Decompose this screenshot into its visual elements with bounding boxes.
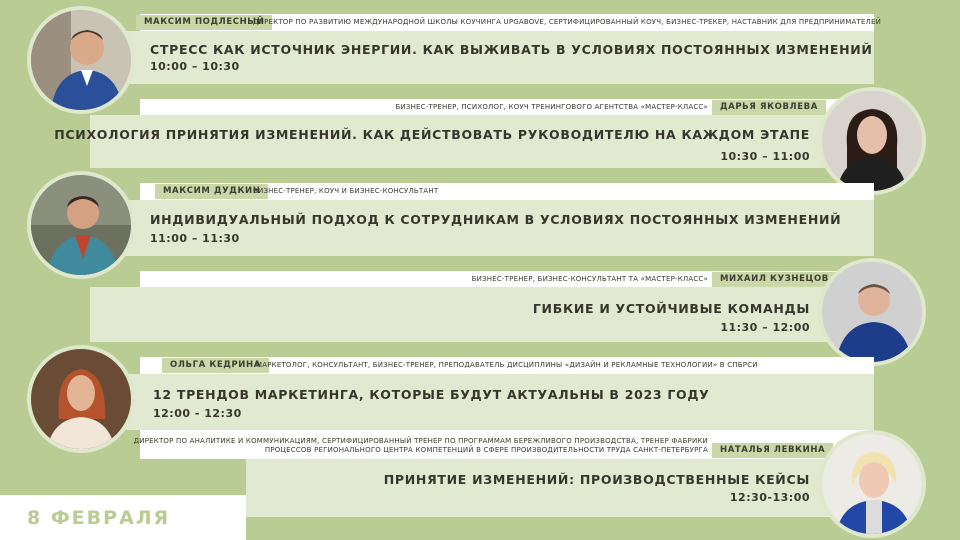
- session-3-speaker-role: БИЗНЕС-ТРЕНЕР, КОУЧ И БИЗНЕС-КОНСУЛЬТАНТ: [253, 187, 439, 195]
- session-1-title: СТРЕСС КАК ИСТОЧНИК ЭНЕРГИИ. КАК ВЫЖИВАТЬ В УСЛОВИЯХ ПОСТОЯННЫХ ИЗМЕНЕНИЙ: [150, 42, 873, 57]
- session-2-speaker-role: БИЗНЕС-ТРЕНЕР, ПСИХОЛОГ, КОУЧ ТРЕНИНГОВОГО АГЕНТСТВА «МАСТЕР-КЛАСС»: [395, 103, 708, 111]
- session-2-time: 10:30 – 11:00: [720, 150, 810, 163]
- session-6-time: 12:30-13:00: [729, 491, 810, 504]
- session-5-time: 12:00 - 12:30: [153, 407, 242, 420]
- session-4-title: ГИБКИЕ И УСТОЙЧИВЫЕ КОМАНДЫ: [532, 301, 810, 316]
- session-6-speaker-photo: [818, 430, 926, 538]
- person-portrait-icon: [822, 91, 922, 191]
- person-portrait-icon: [31, 349, 131, 449]
- person-portrait-icon: [822, 434, 922, 534]
- session-1-speaker-role: ДИРЕКТОР ПО РАЗВИТИЮ МЕЖДУНАРОДНОЙ ШКОЛЫ КОУЧИНГА UPGABOVE, СЕРТИФИЦИРОВАННЫЙ КОУЧ, БИЗНЕС-ТРЕКЕР, НАСТАВНИК ДЛЯ ПРЕДПРИНИМАТЕЛЕЙ: [253, 18, 882, 26]
- session-4-speaker-photo: [818, 258, 926, 366]
- session-5-speaker-role: МАРКЕТОЛОГ, КОНСУЛЬТАНТ, БИЗНЕС-ТРЕНЕР, ПРЕПОДАВАТЕЛЬ ДИСЦИПЛИНЫ «ДИЗАЙН И РЕКЛАМНЫЕ ТЕХНОЛОГИИ» В СПБРСИ: [256, 361, 758, 369]
- session-1-time: 10:00 – 10:30: [150, 60, 240, 73]
- session-5-speaker-name: ОЛЬГА КЕДРИНА: [162, 358, 269, 373]
- session-3-title: ИНДИВИДУАЛЬНЫЙ ПОДХОД К СОТРУДНИКАМ В УСЛОВИЯХ ПОСТОЯННЫХ ИЗМЕНЕНИЙ: [150, 212, 842, 227]
- session-5-speaker-photo: [27, 345, 135, 453]
- person-portrait-icon: [31, 10, 131, 110]
- event-date: 8 ФЕВРАЛЯ: [27, 507, 171, 529]
- session-6-title: ПРИНЯТИЕ ИЗМЕНЕНИЙ: ПРОИЗВОДСТВЕННЫЕ КЕЙСЫ: [383, 472, 810, 487]
- session-1-band: [90, 31, 874, 84]
- session-4-speaker-role: БИЗНЕС-ТРЕНЕР, БИЗНЕС-КОНСУЛЬТАНТ ТА «МАСТЕР-КЛАСС»: [471, 275, 708, 283]
- session-2-title: ПСИХОЛОГИЯ ПРИНЯТИЯ ИЗМЕНЕНИЙ. КАК ДЕЙСТВОВАТЬ РУКОВОДИТЕЛЮ НА КАЖДОМ ЭТАПЕ: [54, 127, 810, 142]
- session-5-title: 12 ТРЕНДОВ МАРКЕТИНГА, КОТОРЫЕ БУДУТ АКТУАЛЬНЫ В 2023 ГОДУ: [153, 387, 710, 402]
- person-portrait-icon: [31, 175, 131, 275]
- session-4-time: 11:30 – 12:00: [720, 321, 810, 334]
- session-6-band: [246, 459, 874, 517]
- session-6-speaker-role-line-1: ДИРЕКТОР ПО АНАЛИТИКЕ И КОММУНИКАЦИЯМ, СЕРТИФИЦИРОВАННЫЙ ТРЕНЕР ПО ПРОГРАММАМ БЕРЕЖЛИВОГО ПРОИЗВОДСТВА, ТРЕНЕР ФАБРИКИ: [133, 437, 708, 445]
- session-3-time: 11:00 – 11:30: [150, 232, 240, 245]
- person-portrait-icon: [822, 262, 922, 362]
- session-2-speaker-photo: [818, 87, 926, 195]
- session-3-band: [90, 200, 874, 256]
- session-1-speaker-photo: [27, 6, 135, 114]
- session-1-speaker-name: МАКСИМ ПОДЛЕСНЫЙ: [136, 15, 272, 30]
- session-3-speaker-name: МАКСИМ ДУДКИН: [155, 184, 268, 199]
- session-5-band: [90, 374, 874, 430]
- session-6-speaker-name: НАТАЛЬЯ ЛЕВКИНА: [712, 443, 833, 458]
- session-2-speaker-name: ДАРЬЯ ЯКОВЛЕВА: [712, 100, 826, 115]
- session-4-speaker-name: МИХАИЛ КУЗНЕЦОВ: [712, 272, 837, 287]
- session-3-speaker-photo: [27, 171, 135, 279]
- session-6-speaker-role-line-2: ПРОЦЕССОВ РЕГИОНАЛЬНОГО ЦЕНТРА КОМПЕТЕНЦИЙ В СФЕРЕ ПРОИЗВОДИТЕЛЬНОСТИ ТРУДА САНКТ-ПЕТЕРБУРГА: [264, 446, 708, 454]
